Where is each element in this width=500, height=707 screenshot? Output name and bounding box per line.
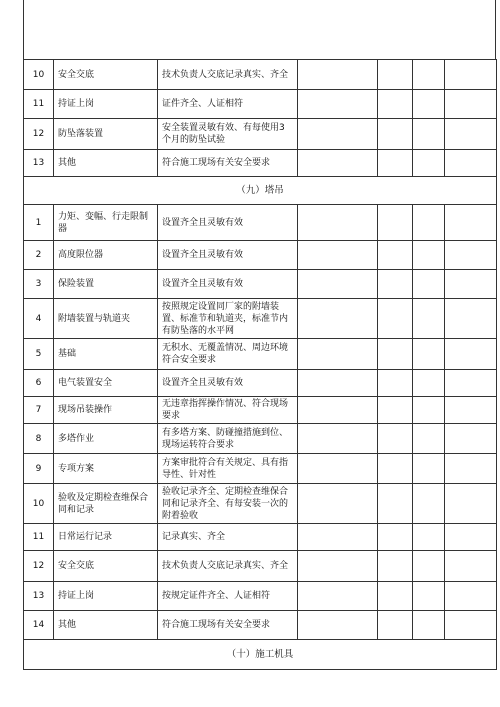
result-cell: [298, 454, 378, 484]
row-number: 13: [24, 150, 54, 177]
row-number: 14: [24, 611, 54, 640]
row-number: 3: [24, 270, 54, 299]
mark-cell: [413, 582, 445, 611]
row-number: 11: [24, 524, 54, 551]
score-cell: [378, 119, 413, 150]
row-number: 5: [24, 339, 54, 370]
mark-cell: [413, 551, 445, 582]
row-number: 12: [24, 119, 54, 150]
mark-cell: [413, 370, 445, 397]
check-item: 电气装置安全: [54, 370, 158, 397]
table-row: [24, 524, 497, 551]
check-item: 安全交底: [54, 551, 158, 582]
requirement: 有多塔方案、防碰撞措施到位、现场运转符合要求: [158, 424, 298, 454]
score-cell: [378, 60, 413, 90]
table-row: [24, 370, 497, 397]
requirement: 设置齐全且灵敏有效: [158, 370, 298, 397]
check-item: 验收及定期检查维保合同和记录: [54, 484, 158, 524]
requirement: 设置齐全且灵敏有效: [158, 241, 298, 270]
check-item: 力矩、变幅、行走限制器: [54, 205, 158, 241]
mark-cell: [413, 60, 445, 90]
check-item: 高度限位器: [54, 241, 158, 270]
result-cell: [298, 241, 378, 270]
score-cell: [378, 90, 413, 119]
mark-cell: [413, 524, 445, 551]
requirement: 记录真实、齐全: [158, 524, 298, 551]
check-item: 现场吊装操作: [54, 397, 158, 424]
result-cell: [298, 150, 378, 177]
remark-cell: [445, 454, 497, 484]
safety-inspection-table: [23, 59, 497, 670]
remark-cell: [445, 424, 497, 454]
mark-cell: [413, 611, 445, 640]
score-cell: [378, 299, 413, 339]
section-title-tower-crane: （九）塔吊: [24, 177, 497, 205]
check-item: 附墙装置与轨道夹: [54, 299, 158, 339]
table-row: [24, 551, 497, 582]
table-row: [24, 339, 497, 370]
remark-cell: [445, 60, 497, 90]
requirement: 证件齐全、人证相符: [158, 90, 298, 119]
score-cell: [378, 241, 413, 270]
requirement: 符合施工现场有关安全要求: [158, 611, 298, 640]
row-number: 6: [24, 370, 54, 397]
table-row: [24, 611, 497, 640]
check-item: 其他: [54, 150, 158, 177]
score-cell: [378, 150, 413, 177]
mark-cell: [413, 119, 445, 150]
check-item: 保险装置: [54, 270, 158, 299]
mark-cell: [413, 241, 445, 270]
score-cell: [378, 397, 413, 424]
check-item: 安全交底: [54, 60, 158, 90]
mark-cell: [413, 150, 445, 177]
score-cell: [378, 424, 413, 454]
remark-cell: [445, 150, 497, 177]
mark-cell: [413, 299, 445, 339]
score-cell: [378, 205, 413, 241]
remark-cell: [445, 119, 497, 150]
score-cell: [378, 370, 413, 397]
table-row: [24, 484, 497, 524]
table-right-edge: [495, 0, 496, 60]
requirement: 安全装置灵敏有效、有每使用3个月的防坠试验: [158, 119, 298, 150]
remark-cell: [445, 205, 497, 241]
table-row: [24, 454, 497, 484]
result-cell: [298, 551, 378, 582]
table-row: [24, 299, 497, 339]
result-cell: [298, 524, 378, 551]
mark-cell: [413, 397, 445, 424]
remark-cell: [445, 611, 497, 640]
table-row: [24, 270, 497, 299]
table-row: [24, 241, 497, 270]
requirement: 符合施工现场有关安全要求: [158, 150, 298, 177]
mark-cell: [413, 205, 445, 241]
row-number: 10: [24, 60, 54, 90]
result-cell: [298, 370, 378, 397]
requirement: 技术负责人交底记录真实、齐全: [158, 60, 298, 90]
remark-cell: [445, 582, 497, 611]
remark-cell: [445, 370, 497, 397]
check-item: 多塔作业: [54, 424, 158, 454]
remark-cell: [445, 397, 497, 424]
table-left-edge: [23, 0, 24, 60]
score-cell: [378, 454, 413, 484]
remark-cell: [445, 299, 497, 339]
remark-cell: [445, 484, 497, 524]
row-number: 13: [24, 582, 54, 611]
row-number: 4: [24, 299, 54, 339]
score-cell: [378, 524, 413, 551]
remark-cell: [445, 90, 497, 119]
requirement: 技术负责人交底记录真实、齐全: [158, 551, 298, 582]
result-cell: [298, 582, 378, 611]
section-row: [24, 177, 497, 205]
remark-cell: [445, 339, 497, 370]
table-row: [24, 119, 497, 150]
requirement: 方案审批符合有关规定、具有指导性、针对性: [158, 454, 298, 484]
requirement: 按照规定设置同厂家的附墙装置、标准节和轨道夹，标准节内有防坠落的水平网: [158, 299, 298, 339]
table-row: [24, 90, 497, 119]
row-number: 10: [24, 484, 54, 524]
row-number: 8: [24, 424, 54, 454]
requirement: 设置齐全且灵敏有效: [158, 270, 298, 299]
requirement: 设置齐全且灵敏有效: [158, 205, 298, 241]
score-cell: [378, 582, 413, 611]
row-number: 7: [24, 397, 54, 424]
mark-cell: [413, 90, 445, 119]
requirement: 验收记录齐全、定期检查维保合同和记录齐全、有每安装一次的附着验收: [158, 484, 298, 524]
table-row: [24, 205, 497, 241]
result-cell: [298, 299, 378, 339]
result-cell: [298, 611, 378, 640]
result-cell: [298, 90, 378, 119]
score-cell: [378, 270, 413, 299]
mark-cell: [413, 424, 445, 454]
table-row: [24, 60, 497, 90]
mark-cell: [413, 454, 445, 484]
requirement: 按规定证件齐全、人证相符: [158, 582, 298, 611]
score-cell: [378, 611, 413, 640]
score-cell: [378, 484, 413, 524]
mark-cell: [413, 484, 445, 524]
remark-cell: [445, 524, 497, 551]
score-cell: [378, 551, 413, 582]
row-number: 12: [24, 551, 54, 582]
section-title-construction-machines: （十）施工机具: [24, 640, 497, 670]
check-item: 专项方案: [54, 454, 158, 484]
result-cell: [298, 424, 378, 454]
row-number: 2: [24, 241, 54, 270]
table-row: [24, 397, 497, 424]
result-cell: [298, 484, 378, 524]
result-cell: [298, 397, 378, 424]
remark-cell: [445, 241, 497, 270]
table-row: [24, 424, 497, 454]
mark-cell: [413, 270, 445, 299]
remark-cell: [445, 270, 497, 299]
result-cell: [298, 205, 378, 241]
check-item: 持证上岗: [54, 582, 158, 611]
mark-cell: [413, 339, 445, 370]
row-number: 9: [24, 454, 54, 484]
result-cell: [298, 119, 378, 150]
check-item: 持证上岗: [54, 90, 158, 119]
row-number: 11: [24, 90, 54, 119]
result-cell: [298, 270, 378, 299]
table-row: [24, 582, 497, 611]
section-row: [24, 640, 497, 670]
result-cell: [298, 60, 378, 90]
requirement: 无积水、无覆盖情况、周边环境符合安全要求: [158, 339, 298, 370]
row-number: 1: [24, 205, 54, 241]
check-item: 日常运行记录: [54, 524, 158, 551]
score-cell: [378, 339, 413, 370]
remark-cell: [445, 551, 497, 582]
check-item: 防坠落装置: [54, 119, 158, 150]
check-item: 其他: [54, 611, 158, 640]
requirement: 无违章指挥操作情况、符合现场要求: [158, 397, 298, 424]
result-cell: [298, 339, 378, 370]
check-item: 基础: [54, 339, 158, 370]
table-row: [24, 150, 497, 177]
